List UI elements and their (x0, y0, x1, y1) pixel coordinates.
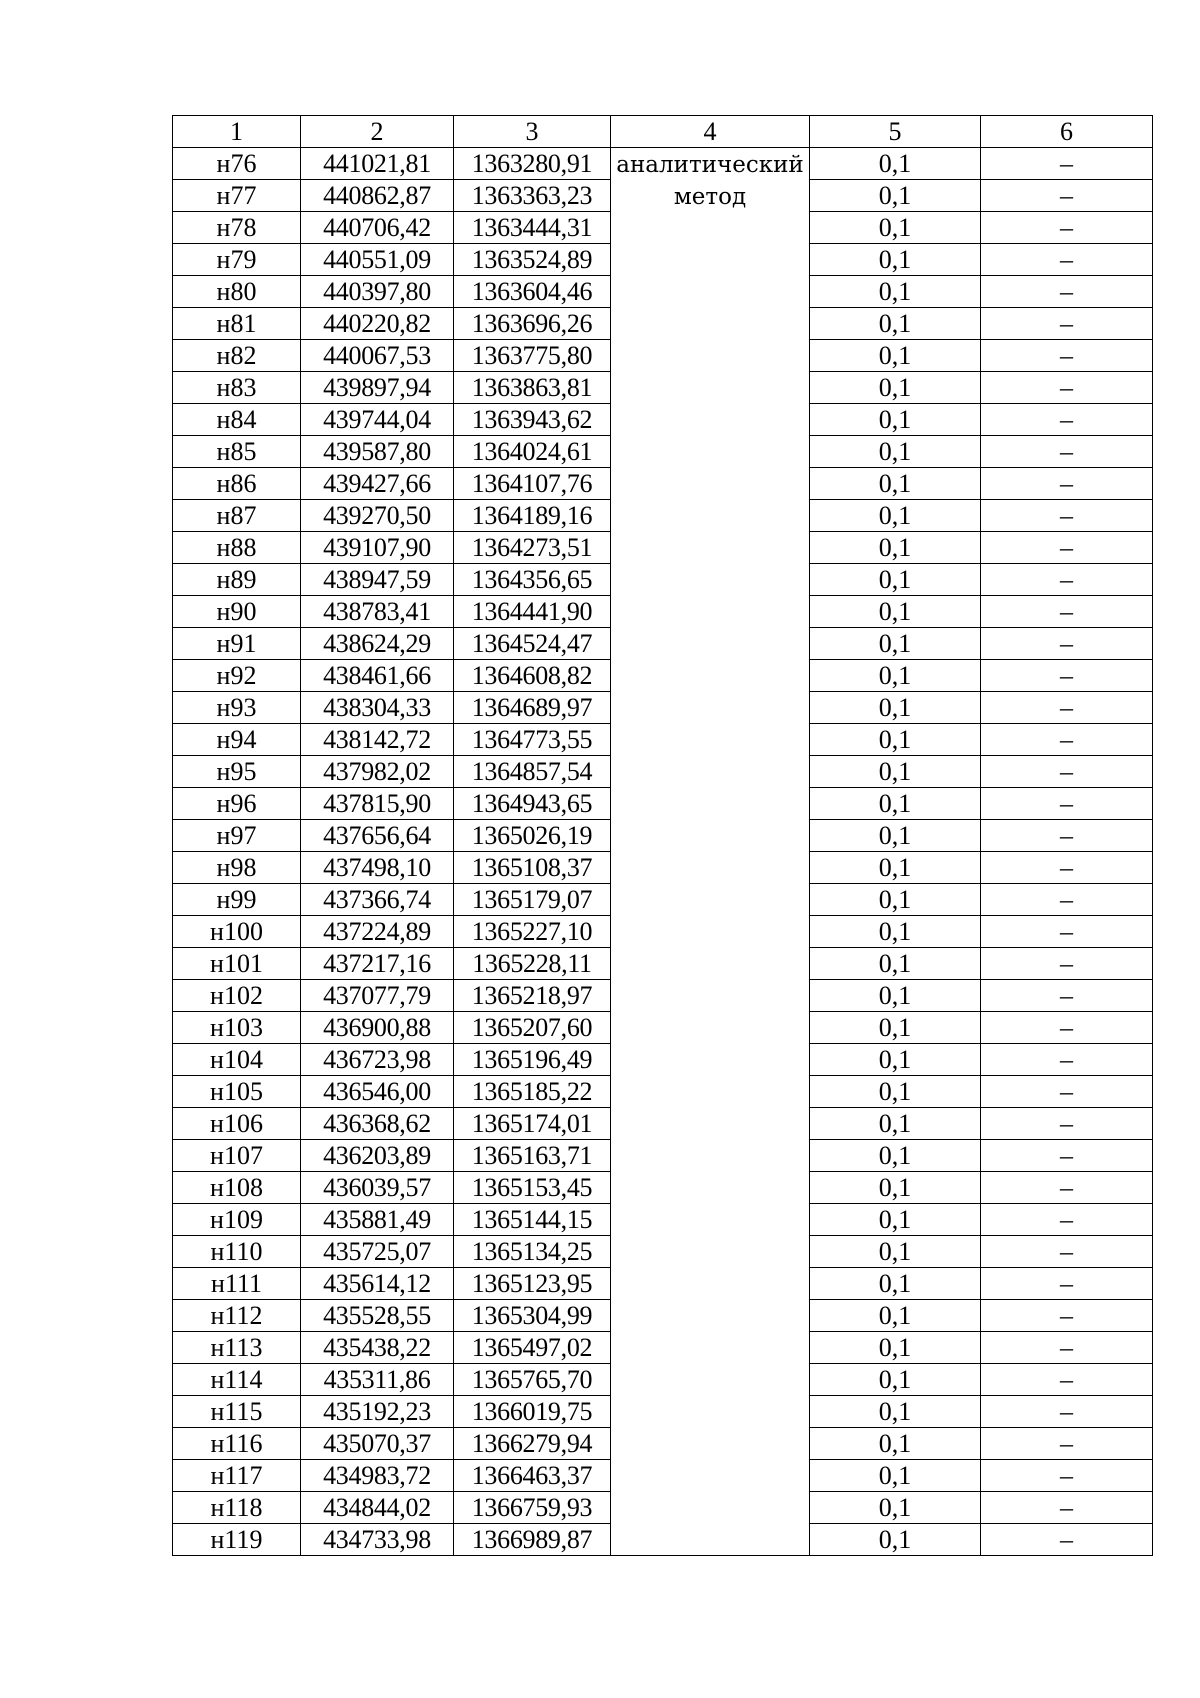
point-id-cell: н95 (173, 756, 301, 788)
x-coordinate-cell: 439107,90 (301, 532, 454, 564)
accuracy-cell: 0,1 (810, 1460, 981, 1492)
notes-cell: – (981, 596, 1153, 628)
notes-cell: – (981, 404, 1153, 436)
y-coordinate-cell: 1365207,60 (454, 1012, 611, 1044)
y-coordinate-cell: 1365227,10 (454, 916, 611, 948)
point-id-cell: н118 (173, 1492, 301, 1524)
accuracy-cell: 0,1 (810, 1172, 981, 1204)
accuracy-cell: 0,1 (810, 1492, 981, 1524)
y-coordinate-cell: 1364441,90 (454, 596, 611, 628)
notes-cell: – (981, 1268, 1153, 1300)
x-coordinate-cell: 441021,81 (301, 148, 454, 180)
notes-cell: – (981, 500, 1153, 532)
y-coordinate-cell: 1363696,26 (454, 308, 611, 340)
point-id-cell: н83 (173, 372, 301, 404)
y-coordinate-cell: 1365196,49 (454, 1044, 611, 1076)
y-coordinate-cell: 1365185,22 (454, 1076, 611, 1108)
point-id-cell: н88 (173, 532, 301, 564)
notes-cell: – (981, 340, 1153, 372)
y-coordinate-cell: 1364689,97 (454, 692, 611, 724)
y-coordinate-cell: 1366989,87 (454, 1524, 611, 1556)
accuracy-cell: 0,1 (810, 1012, 981, 1044)
accuracy-cell: 0,1 (810, 1140, 981, 1172)
notes-cell: – (981, 788, 1153, 820)
point-id-cell: н84 (173, 404, 301, 436)
point-id-cell: н114 (173, 1364, 301, 1396)
accuracy-cell: 0,1 (810, 820, 981, 852)
header-cell-col3: 3 (454, 116, 611, 148)
y-coordinate-cell: 1363444,31 (454, 212, 611, 244)
y-coordinate-cell: 1365304,99 (454, 1300, 611, 1332)
accuracy-cell: 0,1 (810, 1268, 981, 1300)
x-coordinate-cell: 437982,02 (301, 756, 454, 788)
point-id-cell: н89 (173, 564, 301, 596)
accuracy-cell: 0,1 (810, 1076, 981, 1108)
header-cell-col5: 5 (810, 116, 981, 148)
y-coordinate-cell: 1364524,47 (454, 628, 611, 660)
x-coordinate-cell: 440067,53 (301, 340, 454, 372)
notes-cell: – (981, 1364, 1153, 1396)
x-coordinate-cell: 437366,74 (301, 884, 454, 916)
notes-cell: – (981, 948, 1153, 980)
y-coordinate-cell: 1365144,15 (454, 1204, 611, 1236)
y-coordinate-cell: 1365123,95 (454, 1268, 611, 1300)
accuracy-cell: 0,1 (810, 1332, 981, 1364)
x-coordinate-cell: 435881,49 (301, 1204, 454, 1236)
point-id-cell: н119 (173, 1524, 301, 1556)
notes-cell: – (981, 1300, 1153, 1332)
accuracy-cell: 0,1 (810, 980, 981, 1012)
y-coordinate-cell: 1365228,11 (454, 948, 611, 980)
y-coordinate-cell: 1363280,91 (454, 148, 611, 180)
accuracy-cell: 0,1 (810, 660, 981, 692)
y-coordinate-cell: 1365765,70 (454, 1364, 611, 1396)
notes-cell: – (981, 1076, 1153, 1108)
point-id-cell: н109 (173, 1204, 301, 1236)
accuracy-cell: 0,1 (810, 692, 981, 724)
notes-cell: – (981, 1428, 1153, 1460)
x-coordinate-cell: 439587,80 (301, 436, 454, 468)
point-id-cell: н101 (173, 948, 301, 980)
notes-cell: – (981, 1236, 1153, 1268)
y-coordinate-cell: 1365497,02 (454, 1332, 611, 1364)
x-coordinate-cell: 435528,55 (301, 1300, 454, 1332)
point-id-cell: н77 (173, 180, 301, 212)
x-coordinate-cell: 438142,72 (301, 724, 454, 756)
method-text-line: метод (673, 184, 747, 210)
point-id-cell: н91 (173, 628, 301, 660)
x-coordinate-cell: 435725,07 (301, 1236, 454, 1268)
point-id-cell: н96 (173, 788, 301, 820)
notes-cell: – (981, 564, 1153, 596)
y-coordinate-cell: 1365163,71 (454, 1140, 611, 1172)
x-coordinate-cell: 440220,82 (301, 308, 454, 340)
accuracy-cell: 0,1 (810, 148, 981, 180)
point-id-cell: н103 (173, 1012, 301, 1044)
point-id-cell: н117 (173, 1460, 301, 1492)
y-coordinate-cell: 1364024,61 (454, 436, 611, 468)
coordinates-table (172, 115, 1153, 1556)
notes-cell: – (981, 756, 1153, 788)
y-coordinate-cell: 1364107,76 (454, 468, 611, 500)
y-coordinate-cell: 1366019,75 (454, 1396, 611, 1428)
point-id-cell: н116 (173, 1428, 301, 1460)
point-id-cell: н107 (173, 1140, 301, 1172)
notes-cell: – (981, 916, 1153, 948)
notes-cell: – (981, 1012, 1153, 1044)
notes-cell: – (981, 244, 1153, 276)
y-coordinate-cell: 1363524,89 (454, 244, 611, 276)
y-coordinate-cell: 1365026,19 (454, 820, 611, 852)
x-coordinate-cell: 435192,23 (301, 1396, 454, 1428)
notes-cell: – (981, 1044, 1153, 1076)
point-id-cell: н111 (173, 1268, 301, 1300)
header-cell-col2: 2 (301, 116, 454, 148)
notes-cell: – (981, 820, 1153, 852)
notes-cell: – (981, 532, 1153, 564)
method-cell (611, 148, 810, 1556)
accuracy-cell: 0,1 (810, 1204, 981, 1236)
accuracy-cell: 0,1 (810, 564, 981, 596)
point-id-cell: н115 (173, 1396, 301, 1428)
accuracy-cell: 0,1 (810, 276, 981, 308)
point-id-cell: н85 (173, 436, 301, 468)
accuracy-cell: 0,1 (810, 788, 981, 820)
notes-cell: – (981, 1140, 1153, 1172)
x-coordinate-cell: 437656,64 (301, 820, 454, 852)
x-coordinate-cell: 440862,87 (301, 180, 454, 212)
point-id-cell: н93 (173, 692, 301, 724)
notes-cell: – (981, 436, 1153, 468)
point-id-cell: н106 (173, 1108, 301, 1140)
notes-cell: – (981, 1332, 1153, 1364)
y-coordinate-cell: 1364273,51 (454, 532, 611, 564)
accuracy-cell: 0,1 (810, 404, 981, 436)
x-coordinate-cell: 437498,10 (301, 852, 454, 884)
accuracy-cell: 0,1 (810, 756, 981, 788)
x-coordinate-cell: 438461,66 (301, 660, 454, 692)
notes-cell: – (981, 148, 1153, 180)
point-id-cell: н92 (173, 660, 301, 692)
point-id-cell: н94 (173, 724, 301, 756)
method-text-line: аналитический (616, 152, 804, 178)
x-coordinate-cell: 437815,90 (301, 788, 454, 820)
accuracy-cell: 0,1 (810, 916, 981, 948)
notes-cell: – (981, 1492, 1153, 1524)
y-coordinate-cell: 1365153,45 (454, 1172, 611, 1204)
y-coordinate-cell: 1363863,81 (454, 372, 611, 404)
x-coordinate-cell: 435438,22 (301, 1332, 454, 1364)
x-coordinate-cell: 439270,50 (301, 500, 454, 532)
point-id-cell: н86 (173, 468, 301, 500)
x-coordinate-cell: 437224,89 (301, 916, 454, 948)
accuracy-cell: 0,1 (810, 948, 981, 980)
point-id-cell: н97 (173, 820, 301, 852)
y-coordinate-cell: 1364773,55 (454, 724, 611, 756)
notes-cell: – (981, 1172, 1153, 1204)
x-coordinate-cell: 438624,29 (301, 628, 454, 660)
point-id-cell: н112 (173, 1300, 301, 1332)
x-coordinate-cell: 439744,04 (301, 404, 454, 436)
y-coordinate-cell: 1366759,93 (454, 1492, 611, 1524)
point-id-cell: н87 (173, 500, 301, 532)
point-id-cell: н102 (173, 980, 301, 1012)
x-coordinate-cell: 436900,88 (301, 1012, 454, 1044)
notes-cell: – (981, 884, 1153, 916)
point-id-cell: н81 (173, 308, 301, 340)
accuracy-cell: 0,1 (810, 1396, 981, 1428)
accuracy-cell: 0,1 (810, 180, 981, 212)
point-id-cell: н100 (173, 916, 301, 948)
point-id-cell: н105 (173, 1076, 301, 1108)
accuracy-cell: 0,1 (810, 212, 981, 244)
y-coordinate-cell: 1365174,01 (454, 1108, 611, 1140)
x-coordinate-cell: 435070,37 (301, 1428, 454, 1460)
notes-cell: – (981, 1396, 1153, 1428)
y-coordinate-cell: 1364189,16 (454, 500, 611, 532)
accuracy-cell: 0,1 (810, 1108, 981, 1140)
point-id-cell: н113 (173, 1332, 301, 1364)
x-coordinate-cell: 436039,57 (301, 1172, 454, 1204)
point-id-cell: н110 (173, 1236, 301, 1268)
accuracy-cell: 0,1 (810, 628, 981, 660)
y-coordinate-cell: 1366279,94 (454, 1428, 611, 1460)
notes-cell: – (981, 724, 1153, 756)
notes-cell: – (981, 180, 1153, 212)
point-id-cell: н78 (173, 212, 301, 244)
accuracy-cell: 0,1 (810, 884, 981, 916)
accuracy-cell: 0,1 (810, 244, 981, 276)
notes-cell: – (981, 372, 1153, 404)
y-coordinate-cell: 1365218,97 (454, 980, 611, 1012)
x-coordinate-cell: 438947,59 (301, 564, 454, 596)
y-coordinate-cell: 1363604,46 (454, 276, 611, 308)
point-id-cell: н80 (173, 276, 301, 308)
x-coordinate-cell: 440706,42 (301, 212, 454, 244)
table-body (173, 148, 1153, 1556)
notes-cell: – (981, 308, 1153, 340)
y-coordinate-cell: 1365134,25 (454, 1236, 611, 1268)
notes-cell: – (981, 660, 1153, 692)
y-coordinate-cell: 1364943,65 (454, 788, 611, 820)
notes-cell: – (981, 468, 1153, 500)
y-coordinate-cell: 1366463,37 (454, 1460, 611, 1492)
header-cell-col1: 1 (173, 116, 301, 148)
x-coordinate-cell: 435311,86 (301, 1364, 454, 1396)
notes-cell: – (981, 628, 1153, 660)
x-coordinate-cell: 434983,72 (301, 1460, 454, 1492)
accuracy-cell: 0,1 (810, 1300, 981, 1332)
point-id-cell: н99 (173, 884, 301, 916)
table-row (173, 148, 1153, 180)
accuracy-cell: 0,1 (810, 1524, 981, 1556)
y-coordinate-cell: 1363943,62 (454, 404, 611, 436)
y-coordinate-cell: 1363363,23 (454, 180, 611, 212)
x-coordinate-cell: 437217,16 (301, 948, 454, 980)
notes-cell: – (981, 1460, 1153, 1492)
accuracy-cell: 0,1 (810, 308, 981, 340)
notes-cell: – (981, 212, 1153, 244)
point-id-cell: н108 (173, 1172, 301, 1204)
notes-cell: – (981, 1204, 1153, 1236)
accuracy-cell: 0,1 (810, 468, 981, 500)
x-coordinate-cell: 438304,33 (301, 692, 454, 724)
notes-cell: – (981, 1108, 1153, 1140)
y-coordinate-cell: 1364356,65 (454, 564, 611, 596)
x-coordinate-cell: 439427,66 (301, 468, 454, 500)
point-id-cell: н104 (173, 1044, 301, 1076)
accuracy-cell: 0,1 (810, 532, 981, 564)
y-coordinate-cell: 1365108,37 (454, 852, 611, 884)
x-coordinate-cell: 434733,98 (301, 1524, 454, 1556)
x-coordinate-cell: 436203,89 (301, 1140, 454, 1172)
notes-cell: – (981, 980, 1153, 1012)
point-id-cell: н79 (173, 244, 301, 276)
x-coordinate-cell: 440551,09 (301, 244, 454, 276)
x-coordinate-cell: 436546,00 (301, 1076, 454, 1108)
accuracy-cell: 0,1 (810, 1428, 981, 1460)
point-id-cell: н90 (173, 596, 301, 628)
accuracy-cell: 0,1 (810, 436, 981, 468)
x-coordinate-cell: 435614,12 (301, 1268, 454, 1300)
x-coordinate-cell: 434844,02 (301, 1492, 454, 1524)
notes-cell: – (981, 852, 1153, 884)
x-coordinate-cell: 438783,41 (301, 596, 454, 628)
header-cell-col4: 4 (611, 116, 810, 148)
point-id-cell: н82 (173, 340, 301, 372)
y-coordinate-cell: 1364608,82 (454, 660, 611, 692)
accuracy-cell: 0,1 (810, 724, 981, 756)
accuracy-cell: 0,1 (810, 372, 981, 404)
y-coordinate-cell: 1365179,07 (454, 884, 611, 916)
accuracy-cell: 0,1 (810, 1044, 981, 1076)
x-coordinate-cell: 440397,80 (301, 276, 454, 308)
accuracy-cell: 0,1 (810, 1364, 981, 1396)
notes-cell: – (981, 276, 1153, 308)
y-coordinate-cell: 1364857,54 (454, 756, 611, 788)
header-row (173, 116, 1153, 148)
notes-cell: – (981, 1524, 1153, 1556)
x-coordinate-cell: 436723,98 (301, 1044, 454, 1076)
point-id-cell: н76 (173, 148, 301, 180)
header-cell-col6: 6 (981, 116, 1153, 148)
accuracy-cell: 0,1 (810, 340, 981, 372)
accuracy-cell: 0,1 (810, 852, 981, 884)
accuracy-cell: 0,1 (810, 1236, 981, 1268)
point-id-cell: н98 (173, 852, 301, 884)
accuracy-cell: 0,1 (810, 596, 981, 628)
notes-cell: – (981, 692, 1153, 724)
x-coordinate-cell: 436368,62 (301, 1108, 454, 1140)
x-coordinate-cell: 437077,79 (301, 980, 454, 1012)
accuracy-cell: 0,1 (810, 500, 981, 532)
x-coordinate-cell: 439897,94 (301, 372, 454, 404)
y-coordinate-cell: 1363775,80 (454, 340, 611, 372)
